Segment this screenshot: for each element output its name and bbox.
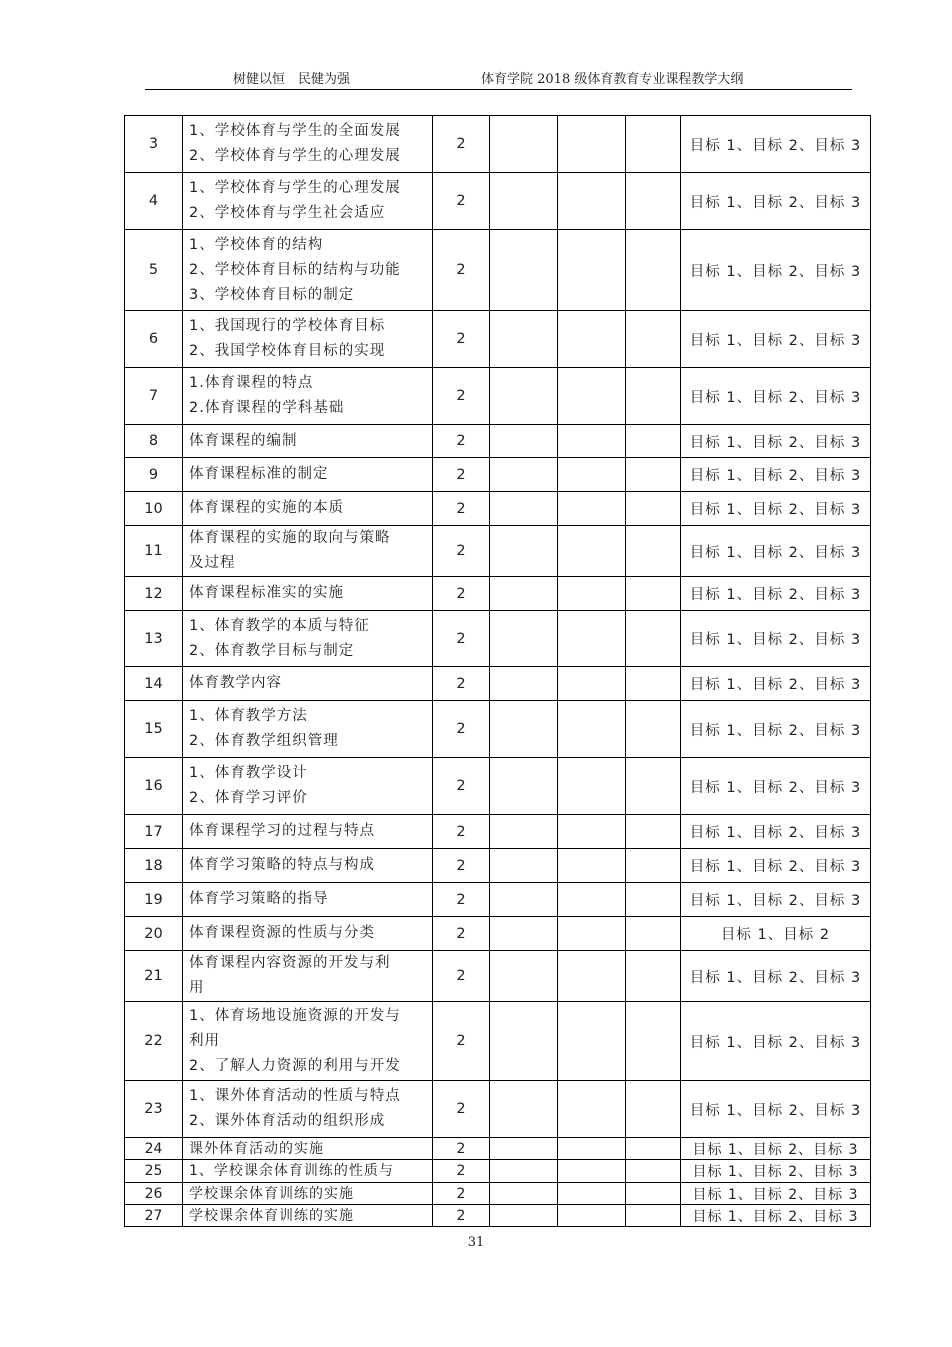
empty-cell bbox=[490, 116, 558, 173]
empty-cell bbox=[626, 1081, 681, 1138]
empty-cell bbox=[626, 1205, 681, 1227]
table-row bbox=[125, 526, 871, 577]
row-number: 27 bbox=[125, 1205, 183, 1227]
content-line: 体育课程的实施的取向与策略 bbox=[189, 530, 391, 546]
row-content bbox=[183, 458, 433, 492]
row-target: 目标 1、目标 2、目标 3 bbox=[681, 368, 871, 425]
empty-cell bbox=[490, 526, 558, 577]
row-content bbox=[183, 1081, 433, 1138]
row-number: 21 bbox=[125, 951, 183, 1002]
row-number: 14 bbox=[125, 667, 183, 701]
row-hours: 2 bbox=[433, 116, 490, 173]
empty-cell bbox=[490, 667, 558, 701]
empty-cell bbox=[558, 1183, 626, 1205]
row-content bbox=[183, 815, 433, 849]
row-number: 9 bbox=[125, 458, 183, 492]
content-line: 课外体育活动的实施 bbox=[189, 1140, 324, 1157]
row-target: 目标 1、目标 2、目标 3 bbox=[681, 230, 871, 311]
row-content bbox=[183, 492, 433, 526]
row-hours: 2 bbox=[433, 951, 490, 1002]
row-number: 8 bbox=[125, 425, 183, 458]
row-target: 目标 1、目标 2、目标 3 bbox=[681, 116, 871, 173]
content-line: 1、体育教学设计 bbox=[189, 765, 308, 781]
row-target: 目标 1、目标 2、目标 3 bbox=[681, 667, 871, 701]
empty-cell bbox=[626, 492, 681, 526]
empty-cell bbox=[558, 1002, 626, 1081]
content-line: 2、课外体育活动的组织形成 bbox=[189, 1113, 386, 1129]
empty-cell bbox=[558, 849, 626, 883]
row-hours: 2 bbox=[433, 667, 490, 701]
content-line: 1、学校体育的结构 bbox=[189, 236, 324, 253]
content-line: 体育课程学习的过程与特点 bbox=[189, 823, 375, 839]
empty-cell bbox=[558, 758, 626, 815]
content-line: 学校课余体育训练的实施 bbox=[189, 1185, 354, 1202]
table-row bbox=[125, 116, 871, 173]
row-target: 目标 1、目标 2、目标 3 bbox=[681, 758, 871, 815]
row-target: 目标 1、目标 2、目标 3 bbox=[681, 425, 871, 458]
empty-cell bbox=[490, 1160, 558, 1183]
content-line: 2、了解人力资源的利用与开发 bbox=[189, 1057, 401, 1074]
content-line: 1、体育场地设施资源的开发与 bbox=[189, 1007, 401, 1024]
row-content bbox=[183, 951, 433, 1002]
empty-cell bbox=[490, 951, 558, 1002]
header-rule bbox=[145, 89, 852, 90]
empty-cell bbox=[558, 611, 626, 667]
table-row bbox=[125, 758, 871, 815]
syllabus-table bbox=[124, 115, 871, 1227]
row-content bbox=[183, 425, 433, 458]
row-target: 目标 1、目标 2、目标 3 bbox=[681, 526, 871, 577]
empty-cell bbox=[626, 1160, 681, 1183]
empty-cell bbox=[558, 815, 626, 849]
table-row bbox=[125, 611, 871, 667]
table-row bbox=[125, 577, 871, 611]
empty-cell bbox=[626, 116, 681, 173]
empty-cell bbox=[490, 1183, 558, 1205]
empty-cell bbox=[558, 1081, 626, 1138]
content-line: 体育课程内容资源的开发与利 bbox=[189, 955, 391, 971]
row-content bbox=[183, 611, 433, 667]
row-target: 目标 1、目标 2、目标 3 bbox=[681, 1183, 871, 1205]
empty-cell bbox=[626, 1183, 681, 1205]
table-row bbox=[125, 1081, 871, 1138]
empty-cell bbox=[626, 1138, 681, 1160]
content-line: 2、体育教学目标与制定 bbox=[189, 642, 355, 659]
row-target: 目标 1、目标 2、目标 3 bbox=[681, 701, 871, 758]
content-line: 利用 bbox=[189, 1032, 220, 1049]
content-line: 体育课程资源的性质与分类 bbox=[189, 925, 375, 941]
content-line: 2、体育教学组织管理 bbox=[189, 733, 339, 749]
row-hours: 2 bbox=[433, 883, 490, 917]
empty-cell bbox=[558, 458, 626, 492]
empty-cell bbox=[558, 1160, 626, 1183]
empty-cell bbox=[626, 701, 681, 758]
row-number: 11 bbox=[125, 526, 183, 577]
table-row bbox=[125, 173, 871, 230]
empty-cell bbox=[626, 667, 681, 701]
content-line: 用 bbox=[189, 980, 205, 996]
row-number: 17 bbox=[125, 815, 183, 849]
empty-cell bbox=[490, 173, 558, 230]
empty-cell bbox=[558, 1205, 626, 1227]
row-number: 3 bbox=[125, 116, 183, 173]
row-number: 4 bbox=[125, 173, 183, 230]
empty-cell bbox=[626, 951, 681, 1002]
row-number: 24 bbox=[125, 1138, 183, 1160]
content-line: 体育学习策略的特点与构成 bbox=[189, 857, 375, 873]
row-target: 目标 1、目标 2、目标 3 bbox=[681, 951, 871, 1002]
row-number: 16 bbox=[125, 758, 183, 815]
row-target: 目标 1、目标 2、目标 3 bbox=[681, 311, 871, 368]
table-body bbox=[125, 116, 871, 1227]
header-motto: 树健以恒 民健为强 bbox=[233, 72, 351, 87]
row-hours: 2 bbox=[433, 1205, 490, 1227]
row-hours: 2 bbox=[433, 492, 490, 526]
row-content bbox=[183, 917, 433, 951]
empty-cell bbox=[558, 311, 626, 368]
content-line: 1、体育教学方法 bbox=[189, 708, 308, 724]
empty-cell bbox=[558, 667, 626, 701]
content-line: 1、课外体育活动的性质与特点 bbox=[189, 1088, 401, 1104]
empty-cell bbox=[490, 1002, 558, 1081]
row-hours: 2 bbox=[433, 526, 490, 577]
empty-cell bbox=[490, 758, 558, 815]
row-number: 20 bbox=[125, 917, 183, 951]
row-hours: 2 bbox=[433, 425, 490, 458]
page-header bbox=[145, 66, 852, 88]
table-row bbox=[125, 458, 871, 492]
row-number: 19 bbox=[125, 883, 183, 917]
empty-cell bbox=[626, 1002, 681, 1081]
content-line: 2、学校体育目标的结构与功能 bbox=[189, 261, 401, 278]
row-target: 目标 1、目标 2、目标 3 bbox=[681, 849, 871, 883]
row-number: 12 bbox=[125, 577, 183, 611]
content-line: 1、学校体育与学生的心理发展 bbox=[189, 180, 401, 196]
empty-cell bbox=[626, 230, 681, 311]
table-row bbox=[125, 368, 871, 425]
empty-cell bbox=[626, 611, 681, 667]
header-document-title: 体育学院 2018 级体育教育专业课程教学大纲 bbox=[481, 72, 744, 87]
row-target: 目标 1、目标 2、目标 3 bbox=[681, 815, 871, 849]
content-line: 1、我国现行的学校体育目标 bbox=[189, 318, 386, 334]
row-content bbox=[183, 577, 433, 611]
table-row bbox=[125, 667, 871, 701]
row-content bbox=[183, 526, 433, 577]
row-content bbox=[183, 311, 433, 368]
content-line: 体育课程的实施的本质 bbox=[189, 500, 344, 516]
row-hours: 2 bbox=[433, 611, 490, 667]
empty-cell bbox=[490, 425, 558, 458]
empty-cell bbox=[626, 425, 681, 458]
row-target: 目标 1、目标 2、目标 3 bbox=[681, 1205, 871, 1227]
row-number: 23 bbox=[125, 1081, 183, 1138]
empty-cell bbox=[558, 526, 626, 577]
row-hours: 2 bbox=[433, 1160, 490, 1183]
row-content bbox=[183, 1138, 433, 1160]
empty-cell bbox=[626, 368, 681, 425]
row-content bbox=[183, 230, 433, 311]
row-content bbox=[183, 173, 433, 230]
content-line: 1、体育教学的本质与特征 bbox=[189, 617, 370, 634]
row-hours: 2 bbox=[433, 368, 490, 425]
row-content bbox=[183, 368, 433, 425]
empty-cell bbox=[626, 526, 681, 577]
row-hours: 2 bbox=[433, 1138, 490, 1160]
content-line: 2.体育课程的学科基础 bbox=[189, 400, 345, 416]
empty-cell bbox=[490, 917, 558, 951]
table-row bbox=[125, 425, 871, 458]
empty-cell bbox=[558, 492, 626, 526]
content-line: 1、学校课余体育训练的性质与 bbox=[189, 1163, 394, 1179]
row-hours: 2 bbox=[433, 1183, 490, 1205]
row-hours: 2 bbox=[433, 849, 490, 883]
row-target: 目标 1、目标 2、目标 3 bbox=[681, 883, 871, 917]
row-number: 5 bbox=[125, 230, 183, 311]
content-line: 体育课程标准实的实施 bbox=[189, 585, 344, 601]
table-row bbox=[125, 1205, 871, 1227]
row-hours: 2 bbox=[433, 230, 490, 311]
table-row bbox=[125, 917, 871, 951]
empty-cell bbox=[626, 758, 681, 815]
content-line: 3、学校体育目标的制定 bbox=[189, 286, 355, 303]
empty-cell bbox=[626, 849, 681, 883]
table-row bbox=[125, 230, 871, 311]
empty-cell bbox=[490, 1081, 558, 1138]
empty-cell bbox=[558, 368, 626, 425]
row-content bbox=[183, 701, 433, 758]
empty-cell bbox=[626, 173, 681, 230]
row-number: 22 bbox=[125, 1002, 183, 1081]
content-line: 2、体育学习评价 bbox=[189, 790, 308, 806]
row-number: 26 bbox=[125, 1183, 183, 1205]
row-content bbox=[183, 883, 433, 917]
empty-cell bbox=[626, 311, 681, 368]
empty-cell bbox=[490, 230, 558, 311]
empty-cell bbox=[558, 883, 626, 917]
row-hours: 2 bbox=[433, 173, 490, 230]
row-content bbox=[183, 667, 433, 701]
empty-cell bbox=[558, 1138, 626, 1160]
empty-cell bbox=[490, 492, 558, 526]
empty-cell bbox=[490, 883, 558, 917]
content-line: 1、学校体育与学生的全面发展 bbox=[189, 123, 401, 139]
empty-cell bbox=[490, 1205, 558, 1227]
content-line: 2、我国学校体育目标的实现 bbox=[189, 343, 386, 359]
row-number: 13 bbox=[125, 611, 183, 667]
empty-cell bbox=[490, 311, 558, 368]
row-target: 目标 1、目标 2、目标 3 bbox=[681, 1081, 871, 1138]
empty-cell bbox=[558, 701, 626, 758]
empty-cell bbox=[558, 116, 626, 173]
empty-cell bbox=[490, 849, 558, 883]
row-number: 7 bbox=[125, 368, 183, 425]
row-content bbox=[183, 116, 433, 173]
row-content bbox=[183, 1183, 433, 1205]
row-hours: 2 bbox=[433, 1081, 490, 1138]
empty-cell bbox=[490, 458, 558, 492]
table-row bbox=[125, 311, 871, 368]
content-line: 学校课余体育训练的实施 bbox=[189, 1207, 354, 1224]
empty-cell bbox=[558, 917, 626, 951]
table-row bbox=[125, 815, 871, 849]
row-hours: 2 bbox=[433, 701, 490, 758]
row-target: 目标 1、目标 2、目标 3 bbox=[681, 1160, 871, 1183]
row-target: 目标 1、目标 2、目标 3 bbox=[681, 173, 871, 230]
row-hours: 2 bbox=[433, 458, 490, 492]
row-content bbox=[183, 1002, 433, 1081]
row-content bbox=[183, 758, 433, 815]
row-number: 6 bbox=[125, 311, 183, 368]
empty-cell bbox=[490, 815, 558, 849]
table-row bbox=[125, 849, 871, 883]
table-row bbox=[125, 951, 871, 1002]
row-hours: 2 bbox=[433, 815, 490, 849]
table-row bbox=[125, 1160, 871, 1183]
empty-cell bbox=[490, 1138, 558, 1160]
empty-cell bbox=[626, 815, 681, 849]
empty-cell bbox=[626, 577, 681, 611]
empty-cell bbox=[626, 883, 681, 917]
row-hours: 2 bbox=[433, 917, 490, 951]
row-content bbox=[183, 1205, 433, 1227]
row-target: 目标 1、目标 2、目标 3 bbox=[681, 458, 871, 492]
row-number: 18 bbox=[125, 849, 183, 883]
content-line: 及过程 bbox=[189, 555, 236, 571]
content-line: 体育课程标准的制定 bbox=[189, 466, 329, 482]
content-line: 2、学校体育与学生的心理发展 bbox=[189, 148, 401, 164]
content-line: 体育学习策略的指导 bbox=[189, 891, 329, 907]
row-number: 15 bbox=[125, 701, 183, 758]
row-hours: 2 bbox=[433, 1002, 490, 1081]
empty-cell bbox=[558, 230, 626, 311]
row-target: 目标 1、目标 2、目标 3 bbox=[681, 1002, 871, 1081]
row-hours: 2 bbox=[433, 758, 490, 815]
row-number: 25 bbox=[125, 1160, 183, 1183]
empty-cell bbox=[490, 701, 558, 758]
row-target: 目标 1、目标 2、目标 3 bbox=[681, 492, 871, 526]
page-number: 31 bbox=[467, 1235, 485, 1250]
table-row bbox=[125, 701, 871, 758]
table-row bbox=[125, 1138, 871, 1160]
empty-cell bbox=[626, 458, 681, 492]
table-row bbox=[125, 1183, 871, 1205]
empty-cell bbox=[558, 951, 626, 1002]
empty-cell bbox=[490, 368, 558, 425]
row-content bbox=[183, 1160, 433, 1183]
table-row bbox=[125, 1002, 871, 1081]
empty-cell bbox=[490, 577, 558, 611]
row-number: 10 bbox=[125, 492, 183, 526]
empty-cell bbox=[558, 577, 626, 611]
empty-cell bbox=[558, 173, 626, 230]
table-row bbox=[125, 492, 871, 526]
empty-cell bbox=[626, 917, 681, 951]
row-target: 目标 1、目标 2、目标 3 bbox=[681, 1138, 871, 1160]
empty-cell bbox=[490, 611, 558, 667]
content-line: 1.体育课程的特点 bbox=[189, 375, 314, 391]
row-target: 目标 1、目标 2、目标 3 bbox=[681, 611, 871, 667]
row-hours: 2 bbox=[433, 577, 490, 611]
row-hours: 2 bbox=[433, 311, 490, 368]
content-line: 体育课程的编制 bbox=[189, 432, 298, 449]
content-line: 体育教学内容 bbox=[189, 675, 282, 691]
table-row bbox=[125, 883, 871, 917]
row-content bbox=[183, 849, 433, 883]
row-target: 目标 1、目标 2 bbox=[681, 917, 871, 951]
row-target: 目标 1、目标 2、目标 3 bbox=[681, 577, 871, 611]
empty-cell bbox=[558, 425, 626, 458]
content-line: 2、学校体育与学生社会适应 bbox=[189, 205, 386, 221]
